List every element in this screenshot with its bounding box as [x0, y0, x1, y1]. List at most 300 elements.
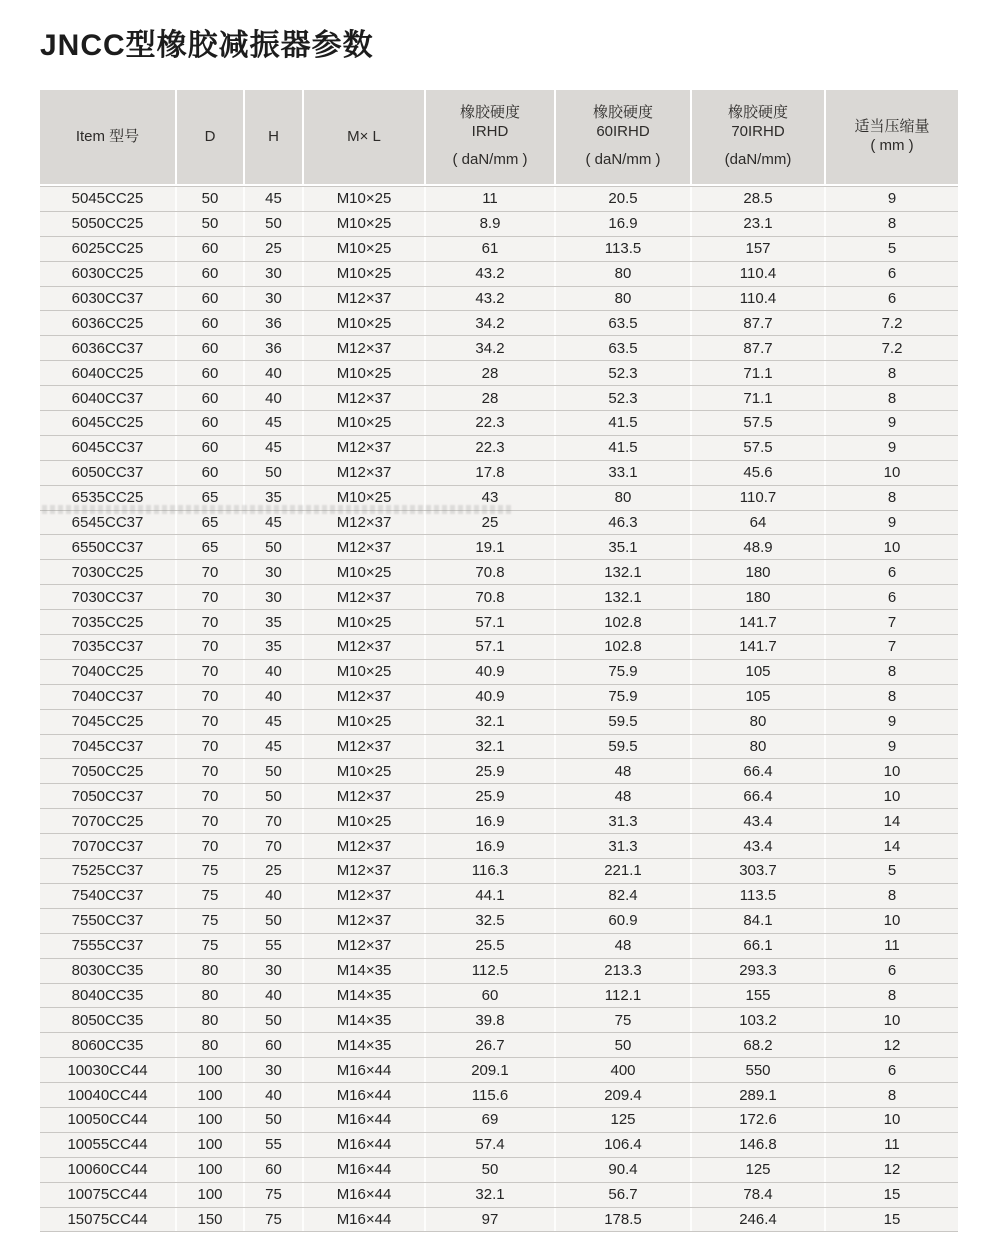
cell-irhd70: 155	[692, 984, 826, 1008]
cell-irhd60: 132.1	[556, 560, 692, 584]
cell-compression: 7.2	[881, 339, 903, 357]
cell-item: 7045CC37	[40, 735, 177, 759]
cell-h: 25	[245, 237, 304, 261]
cell-irhd70: 303.7	[692, 859, 826, 883]
cell-h: 30	[245, 1058, 304, 1082]
cell-mxl: M10×25	[304, 237, 426, 261]
cell-compression: 10	[883, 1111, 901, 1129]
cell-irhd70: 141.7	[692, 610, 826, 634]
cell-h: 50	[245, 461, 304, 485]
column-header-line: Item 型号	[75, 127, 140, 145]
cell-compression: 8	[887, 986, 897, 1004]
cell-compression: 14	[883, 812, 901, 830]
cell-d: 50	[177, 187, 245, 211]
cell-item: 10030CC44	[40, 1058, 177, 1082]
cell-item: 8050CC35	[40, 1008, 177, 1032]
cell-mxl: M12×37	[304, 336, 426, 360]
cell-irhd60: 41.5	[556, 411, 692, 435]
cell-irhd70: 141.7	[692, 635, 826, 659]
cell-irhd70: 45.6	[692, 461, 826, 485]
column-header-irhd	[426, 90, 556, 184]
cell-compression: 7	[887, 613, 897, 631]
cell-h: 35	[245, 635, 304, 659]
cell-d: 60	[177, 361, 245, 385]
cell-irhd70: 66.4	[692, 784, 826, 808]
cell-irhd: 57.1	[426, 610, 556, 634]
cell-h: 55	[245, 934, 304, 958]
table-row	[40, 211, 958, 236]
cell-h: 50	[245, 784, 304, 808]
cell-mxl: M10×25	[304, 361, 426, 385]
cell-irhd: 19.1	[426, 535, 556, 559]
cell-compression: 8	[887, 215, 897, 233]
cell-irhd60: 59.5	[556, 735, 692, 759]
cell-mxl: M16×44	[304, 1158, 426, 1182]
cell-irhd70: 57.5	[692, 436, 826, 460]
cell-mxl: M12×37	[304, 735, 426, 759]
cell-item: 7070CC25	[40, 809, 177, 833]
cell-h: 30	[245, 560, 304, 584]
cell-h: 40	[245, 984, 304, 1008]
cell-irhd70: 113.5	[692, 884, 826, 908]
cell-item: 6036CC37	[40, 336, 177, 360]
cell-mxl: M12×37	[304, 784, 426, 808]
cell-mxl: M16×44	[304, 1208, 426, 1232]
column-header-compression	[826, 90, 958, 184]
cell-h: 30	[245, 585, 304, 609]
cell-compression: 6	[887, 962, 897, 980]
cell-irhd60: 102.8	[556, 610, 692, 634]
cell-irhd70: 80	[692, 710, 826, 734]
cell-mxl: M10×25	[304, 486, 426, 510]
cell-mxl: M12×37	[304, 511, 426, 535]
cell-h: 40	[245, 660, 304, 684]
cell-irhd70: 64	[692, 511, 826, 535]
cell-mxl: M12×37	[304, 585, 426, 609]
cell-mxl: M16×44	[304, 1133, 426, 1157]
cell-compression: 10	[883, 787, 901, 805]
table-row	[40, 1157, 958, 1182]
cell-irhd70: 71.1	[692, 386, 826, 410]
page-title: JNCC型橡胶减振器参数	[40, 29, 374, 62]
cell-irhd: 40.9	[426, 685, 556, 709]
cell-h: 50	[245, 909, 304, 933]
cell-d: 70	[177, 660, 245, 684]
cell-mxl: M16×44	[304, 1183, 426, 1207]
cell-d: 70	[177, 635, 245, 659]
cell-mxl: M12×37	[304, 859, 426, 883]
cell-irhd70: 105	[692, 660, 826, 684]
cell-d: 75	[177, 909, 245, 933]
table-row	[40, 236, 958, 261]
cell-h: 45	[245, 511, 304, 535]
table-row	[40, 310, 958, 335]
cell-irhd60: 48	[556, 934, 692, 958]
cell-irhd: 43.2	[426, 262, 556, 286]
cell-item: 6545CC37	[40, 511, 177, 535]
cell-h: 60	[245, 1158, 304, 1182]
table-row	[40, 983, 958, 1008]
cell-item: 6025CC25	[40, 237, 177, 261]
cell-compression: 9	[887, 713, 897, 731]
column-header-line: 70IRHD	[731, 123, 785, 141]
cell-d: 70	[177, 560, 245, 584]
cell-irhd70: 110.4	[692, 287, 826, 311]
table-row	[40, 758, 958, 783]
cell-irhd: 25.5	[426, 934, 556, 958]
table-row	[40, 534, 958, 559]
table-row	[40, 1132, 958, 1157]
cell-compression: 6	[887, 265, 897, 283]
cell-h: 55	[245, 1133, 304, 1157]
cell-compression: 6	[887, 290, 897, 307]
cell-d: 60	[177, 311, 245, 335]
cell-item: 6045CC25	[40, 411, 177, 435]
cell-irhd: 57.1	[426, 635, 556, 659]
table-row	[40, 1107, 958, 1132]
cell-item: 15075CC44	[40, 1208, 177, 1232]
cell-d: 100	[177, 1133, 245, 1157]
cell-irhd70: 180	[692, 560, 826, 584]
cell-compression: 8	[887, 364, 897, 382]
cell-d: 80	[177, 959, 245, 983]
cell-irhd60: 31.3	[556, 809, 692, 833]
cell-h: 60	[245, 1033, 304, 1057]
cell-irhd: 43	[426, 486, 556, 510]
table-row	[40, 286, 958, 311]
cell-h: 45	[245, 735, 304, 759]
cell-irhd60: 80	[556, 262, 692, 286]
cell-compression: 8	[887, 663, 897, 681]
cell-compression: 12	[883, 1161, 901, 1179]
cell-d: 60	[177, 237, 245, 261]
cell-irhd60: 82.4	[556, 884, 692, 908]
cell-irhd70: 23.1	[692, 212, 826, 236]
cell-irhd: 8.9	[426, 212, 556, 236]
cell-h: 75	[245, 1183, 304, 1207]
table-row	[40, 584, 958, 609]
cell-irhd60: 52.3	[556, 386, 692, 410]
cell-compression: 9	[887, 439, 897, 457]
table-row	[40, 1057, 958, 1082]
cell-irhd60: 178.5	[556, 1208, 692, 1232]
cell-irhd: 17.8	[426, 461, 556, 485]
cell-compression: 11	[884, 1136, 900, 1154]
cell-irhd: 16.9	[426, 834, 556, 858]
cell-compression: 7.2	[881, 314, 903, 332]
cell-mxl: M10×25	[304, 660, 426, 684]
cell-mxl: M16×44	[304, 1083, 426, 1107]
cell-irhd70: 57.5	[692, 411, 826, 435]
cell-compression: 15	[883, 1210, 901, 1228]
cell-compression: 9	[887, 738, 897, 756]
parameters-table	[40, 90, 958, 1232]
cell-irhd60: 112.1	[556, 984, 692, 1008]
cell-d: 65	[177, 486, 245, 510]
cell-mxl: M10×25	[304, 560, 426, 584]
cell-irhd: 39.8	[426, 1008, 556, 1032]
cell-mxl: M12×37	[304, 934, 426, 958]
table-row	[40, 335, 958, 360]
cell-item: 5050CC25	[40, 212, 177, 236]
cell-irhd: 57.4	[426, 1133, 556, 1157]
cell-item: 6535CC25	[40, 486, 177, 510]
cell-compression: 10	[883, 538, 901, 556]
cell-h: 25	[245, 859, 304, 883]
cell-d: 150	[177, 1208, 245, 1232]
cell-h: 40	[245, 1083, 304, 1107]
table-row	[40, 186, 958, 211]
cell-h: 45	[245, 187, 304, 211]
cell-compression: 14	[883, 837, 901, 855]
cell-mxl: M10×25	[304, 311, 426, 335]
cell-irhd: 16.9	[426, 809, 556, 833]
cell-d: 100	[177, 1158, 245, 1182]
cell-h: 45	[245, 436, 304, 460]
cell-irhd70: 87.7	[692, 336, 826, 360]
cell-irhd60: 60.9	[556, 909, 692, 933]
cell-irhd60: 59.5	[556, 710, 692, 734]
cell-item: 8040CC35	[40, 984, 177, 1008]
cell-irhd60: 80	[556, 287, 692, 311]
cell-irhd: 50	[426, 1158, 556, 1182]
cell-irhd: 32.1	[426, 735, 556, 759]
cell-item: 8060CC35	[40, 1033, 177, 1057]
cell-irhd70: 78.4	[692, 1183, 826, 1207]
cell-irhd: 115.6	[426, 1083, 556, 1107]
cell-d: 60	[177, 287, 245, 311]
cell-irhd: 209.1	[426, 1058, 556, 1082]
cell-mxl: M12×37	[304, 635, 426, 659]
cell-compression: 7	[887, 638, 897, 656]
cell-h: 30	[245, 262, 304, 286]
cell-irhd60: 75.9	[556, 660, 692, 684]
cell-item: 7030CC25	[40, 560, 177, 584]
cell-compression: 8	[887, 887, 897, 905]
cell-h: 50	[245, 1008, 304, 1032]
column-header-line: M× L	[347, 127, 381, 145]
cell-d: 70	[177, 610, 245, 634]
cell-irhd60: 41.5	[556, 436, 692, 460]
cell-mxl: M10×25	[304, 411, 426, 435]
cell-h: 40	[245, 685, 304, 709]
cell-mxl: M12×37	[304, 461, 426, 485]
cell-d: 65	[177, 511, 245, 535]
column-header-line: 橡胶硬度	[459, 104, 520, 122]
cell-irhd: 40.9	[426, 660, 556, 684]
cell-irhd: 61	[426, 237, 556, 261]
column-header-line: 橡胶硬度	[592, 104, 653, 122]
table-row	[40, 360, 958, 385]
column-header-line: (daN/mm)	[724, 150, 792, 168]
cell-irhd60: 400	[556, 1058, 692, 1082]
column-header-line: ( daN/mm )	[585, 150, 661, 168]
cell-d: 100	[177, 1083, 245, 1107]
cell-d: 75	[177, 934, 245, 958]
cell-irhd70: 28.5	[692, 187, 826, 211]
table-row	[40, 1207, 958, 1232]
cell-mxl: M12×37	[304, 535, 426, 559]
cell-item: 7045CC25	[40, 710, 177, 734]
cell-irhd: 25.9	[426, 759, 556, 783]
cell-irhd: 69	[426, 1108, 556, 1132]
column-header-line: ( daN/mm )	[452, 150, 528, 168]
cell-mxl: M16×44	[304, 1108, 426, 1132]
cell-irhd60: 20.5	[556, 187, 692, 211]
cell-d: 60	[177, 336, 245, 360]
cell-d: 100	[177, 1058, 245, 1082]
cell-compression: 9	[887, 190, 897, 208]
cell-irhd60: 113.5	[556, 237, 692, 261]
table-row	[40, 808, 958, 833]
column-header-h	[245, 90, 304, 184]
cell-mxl: M12×37	[304, 909, 426, 933]
column-header-mxl	[304, 90, 426, 184]
cell-h: 36	[245, 336, 304, 360]
cell-irhd: 32.1	[426, 1183, 556, 1207]
cell-irhd70: 110.7	[692, 486, 826, 510]
column-header-line: 60IRHD	[596, 123, 650, 141]
table-row	[40, 833, 958, 858]
table-row	[40, 261, 958, 286]
cell-irhd: 70.8	[426, 560, 556, 584]
cell-mxl: M10×25	[304, 212, 426, 236]
cell-h: 45	[245, 710, 304, 734]
cell-d: 80	[177, 984, 245, 1008]
cell-h: 70	[245, 809, 304, 833]
cell-irhd70: 48.9	[692, 535, 826, 559]
cell-irhd70: 157	[692, 237, 826, 261]
cell-irhd60: 102.8	[556, 635, 692, 659]
cell-item: 10040CC44	[40, 1083, 177, 1107]
cell-compression: 10	[883, 1011, 901, 1029]
table-body	[40, 186, 958, 1232]
cell-d: 70	[177, 710, 245, 734]
cell-d: 80	[177, 1033, 245, 1057]
cell-irhd70: 43.4	[692, 834, 826, 858]
cell-d: 60	[177, 262, 245, 286]
cell-h: 35	[245, 610, 304, 634]
cell-d: 70	[177, 834, 245, 858]
cell-compression: 5	[887, 862, 897, 880]
column-header-line: H	[268, 127, 279, 145]
cell-compression: 15	[883, 1186, 901, 1204]
cell-irhd70: 180	[692, 585, 826, 609]
cell-irhd: 26.7	[426, 1033, 556, 1057]
cell-irhd70: 80	[692, 735, 826, 759]
cell-h: 40	[245, 361, 304, 385]
table-row	[40, 385, 958, 410]
cell-item: 5045CC25	[40, 187, 177, 211]
cell-item: 7070CC37	[40, 834, 177, 858]
cell-mxl: M12×37	[304, 884, 426, 908]
cell-d: 70	[177, 685, 245, 709]
table-header-row	[40, 90, 958, 186]
cell-d: 75	[177, 859, 245, 883]
cell-item: 7035CC37	[40, 635, 177, 659]
column-header-item	[40, 90, 177, 184]
table-row	[40, 485, 958, 510]
cell-irhd60: 221.1	[556, 859, 692, 883]
cell-irhd: 112.5	[426, 959, 556, 983]
cell-mxl: M12×37	[304, 436, 426, 460]
cell-h: 40	[245, 884, 304, 908]
cell-irhd70: 84.1	[692, 909, 826, 933]
cell-item: 6030CC25	[40, 262, 177, 286]
cell-compression: 12	[883, 1036, 901, 1054]
cell-item: 7040CC37	[40, 685, 177, 709]
cell-mxl: M14×35	[304, 1008, 426, 1032]
cell-irhd: 28	[426, 361, 556, 385]
cell-h: 30	[245, 287, 304, 311]
cell-compression: 9	[887, 414, 897, 432]
cell-item: 7050CC37	[40, 784, 177, 808]
cell-irhd70: 66.1	[692, 934, 826, 958]
cell-item: 6036CC25	[40, 311, 177, 335]
cell-h: 50	[245, 535, 304, 559]
cell-irhd: 32.1	[426, 710, 556, 734]
cell-irhd60: 16.9	[556, 212, 692, 236]
cell-item: 10050CC44	[40, 1108, 177, 1132]
cell-irhd70: 550	[692, 1058, 826, 1082]
table-row	[40, 634, 958, 659]
cell-item: 7040CC25	[40, 660, 177, 684]
table-row	[40, 1007, 958, 1032]
cell-item: 7550CC37	[40, 909, 177, 933]
cell-irhd60: 35.1	[556, 535, 692, 559]
cell-compression: 5	[887, 240, 897, 258]
cell-d: 75	[177, 884, 245, 908]
cell-irhd: 22.3	[426, 436, 556, 460]
table-row	[40, 510, 958, 535]
cell-mxl: M10×25	[304, 710, 426, 734]
table-row	[40, 783, 958, 808]
cell-mxl: M12×37	[304, 834, 426, 858]
table-row	[40, 908, 958, 933]
cell-irhd70: 110.4	[692, 262, 826, 286]
cell-compression: 10	[883, 762, 901, 780]
cell-item: 10075CC44	[40, 1183, 177, 1207]
cell-compression: 10	[883, 912, 901, 930]
cell-mxl: M10×25	[304, 809, 426, 833]
cell-h: 50	[245, 212, 304, 236]
cell-d: 65	[177, 535, 245, 559]
table-row	[40, 933, 958, 958]
cell-compression: 8	[887, 688, 897, 706]
cell-irhd: 11	[426, 187, 556, 211]
cell-irhd60: 125	[556, 1108, 692, 1132]
cell-irhd: 34.2	[426, 311, 556, 335]
cell-irhd60: 63.5	[556, 336, 692, 360]
cell-h: 40	[245, 386, 304, 410]
cell-compression: 10	[883, 464, 901, 482]
cell-item: 6050CC37	[40, 461, 177, 485]
cell-irhd: 34.2	[426, 336, 556, 360]
cell-d: 60	[177, 436, 245, 460]
column-header-line: 橡胶硬度	[727, 104, 788, 122]
cell-d: 70	[177, 759, 245, 783]
cell-irhd70: 125	[692, 1158, 826, 1182]
table-row	[40, 958, 958, 983]
cell-item: 6030CC37	[40, 287, 177, 311]
cell-irhd: 44.1	[426, 884, 556, 908]
cell-d: 100	[177, 1183, 245, 1207]
cell-irhd60: 80	[556, 486, 692, 510]
cell-compression: 9	[887, 514, 897, 532]
cell-irhd70: 146.8	[692, 1133, 826, 1157]
cell-irhd: 97	[426, 1208, 556, 1232]
table-row	[40, 435, 958, 460]
